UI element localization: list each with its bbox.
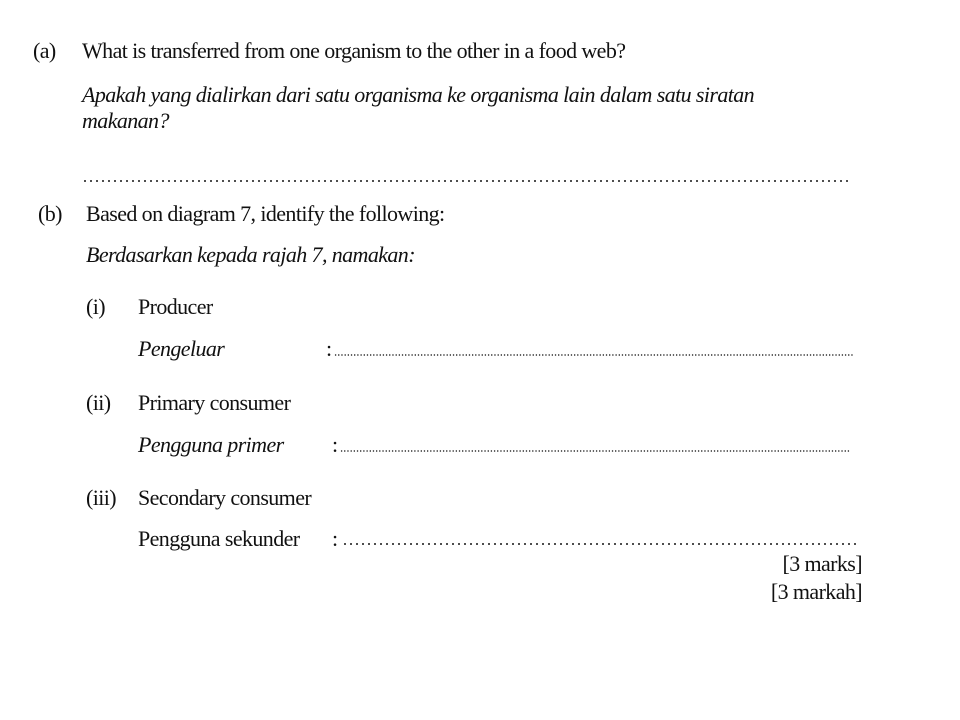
item-ii-term-en: Primary consumer [138,390,291,415]
item-iii-answer-line[interactable] [342,543,858,545]
item-i-number: (i) [86,294,105,319]
item-ii-term-ms: Pengguna primer [138,432,284,457]
item-ii-answer-line[interactable] [340,450,850,452]
item-i-term-ms: Pengeluar [138,336,225,361]
part-b-instruction-en: Based on diagram 7, identify the following: [86,201,445,226]
item-iii-term-en: Secondary consumer [138,485,312,510]
marks-ms-text: [3 markah] [770,579,862,604]
part-a-label: (a) [33,38,56,63]
item-i-term-en: Producer [138,294,213,319]
part-a-question-ms-line2: makanan? [82,108,169,133]
item-iii-colon: : [332,526,338,551]
item-i-colon: : [326,336,332,361]
item-iii-term-ms: Pengguna sekunder [138,526,300,551]
part-a-question-en: What is transferred from one organism to the other in a food web? [82,38,626,63]
marks-en-text: [3 marks] [782,551,862,576]
part-a-question-ms-line1: Apakah yang dialirkan dari satu organisma ke organisma lain dalam satu siratan [82,82,755,107]
marks-ms [771,581,862,603]
item-i-answer-line[interactable] [334,354,854,356]
part-b-label: (b) [38,201,62,226]
part-b-instruction-ms: Berdasarkan kepada rajah 7, namakan: [86,242,415,267]
item-ii-colon: : [332,432,338,457]
marks-en [782,553,862,575]
item-ii-number: (ii) [86,390,111,415]
item-iii-number: (iii) [86,485,116,510]
part-a-answer-line[interactable] [82,180,850,182]
